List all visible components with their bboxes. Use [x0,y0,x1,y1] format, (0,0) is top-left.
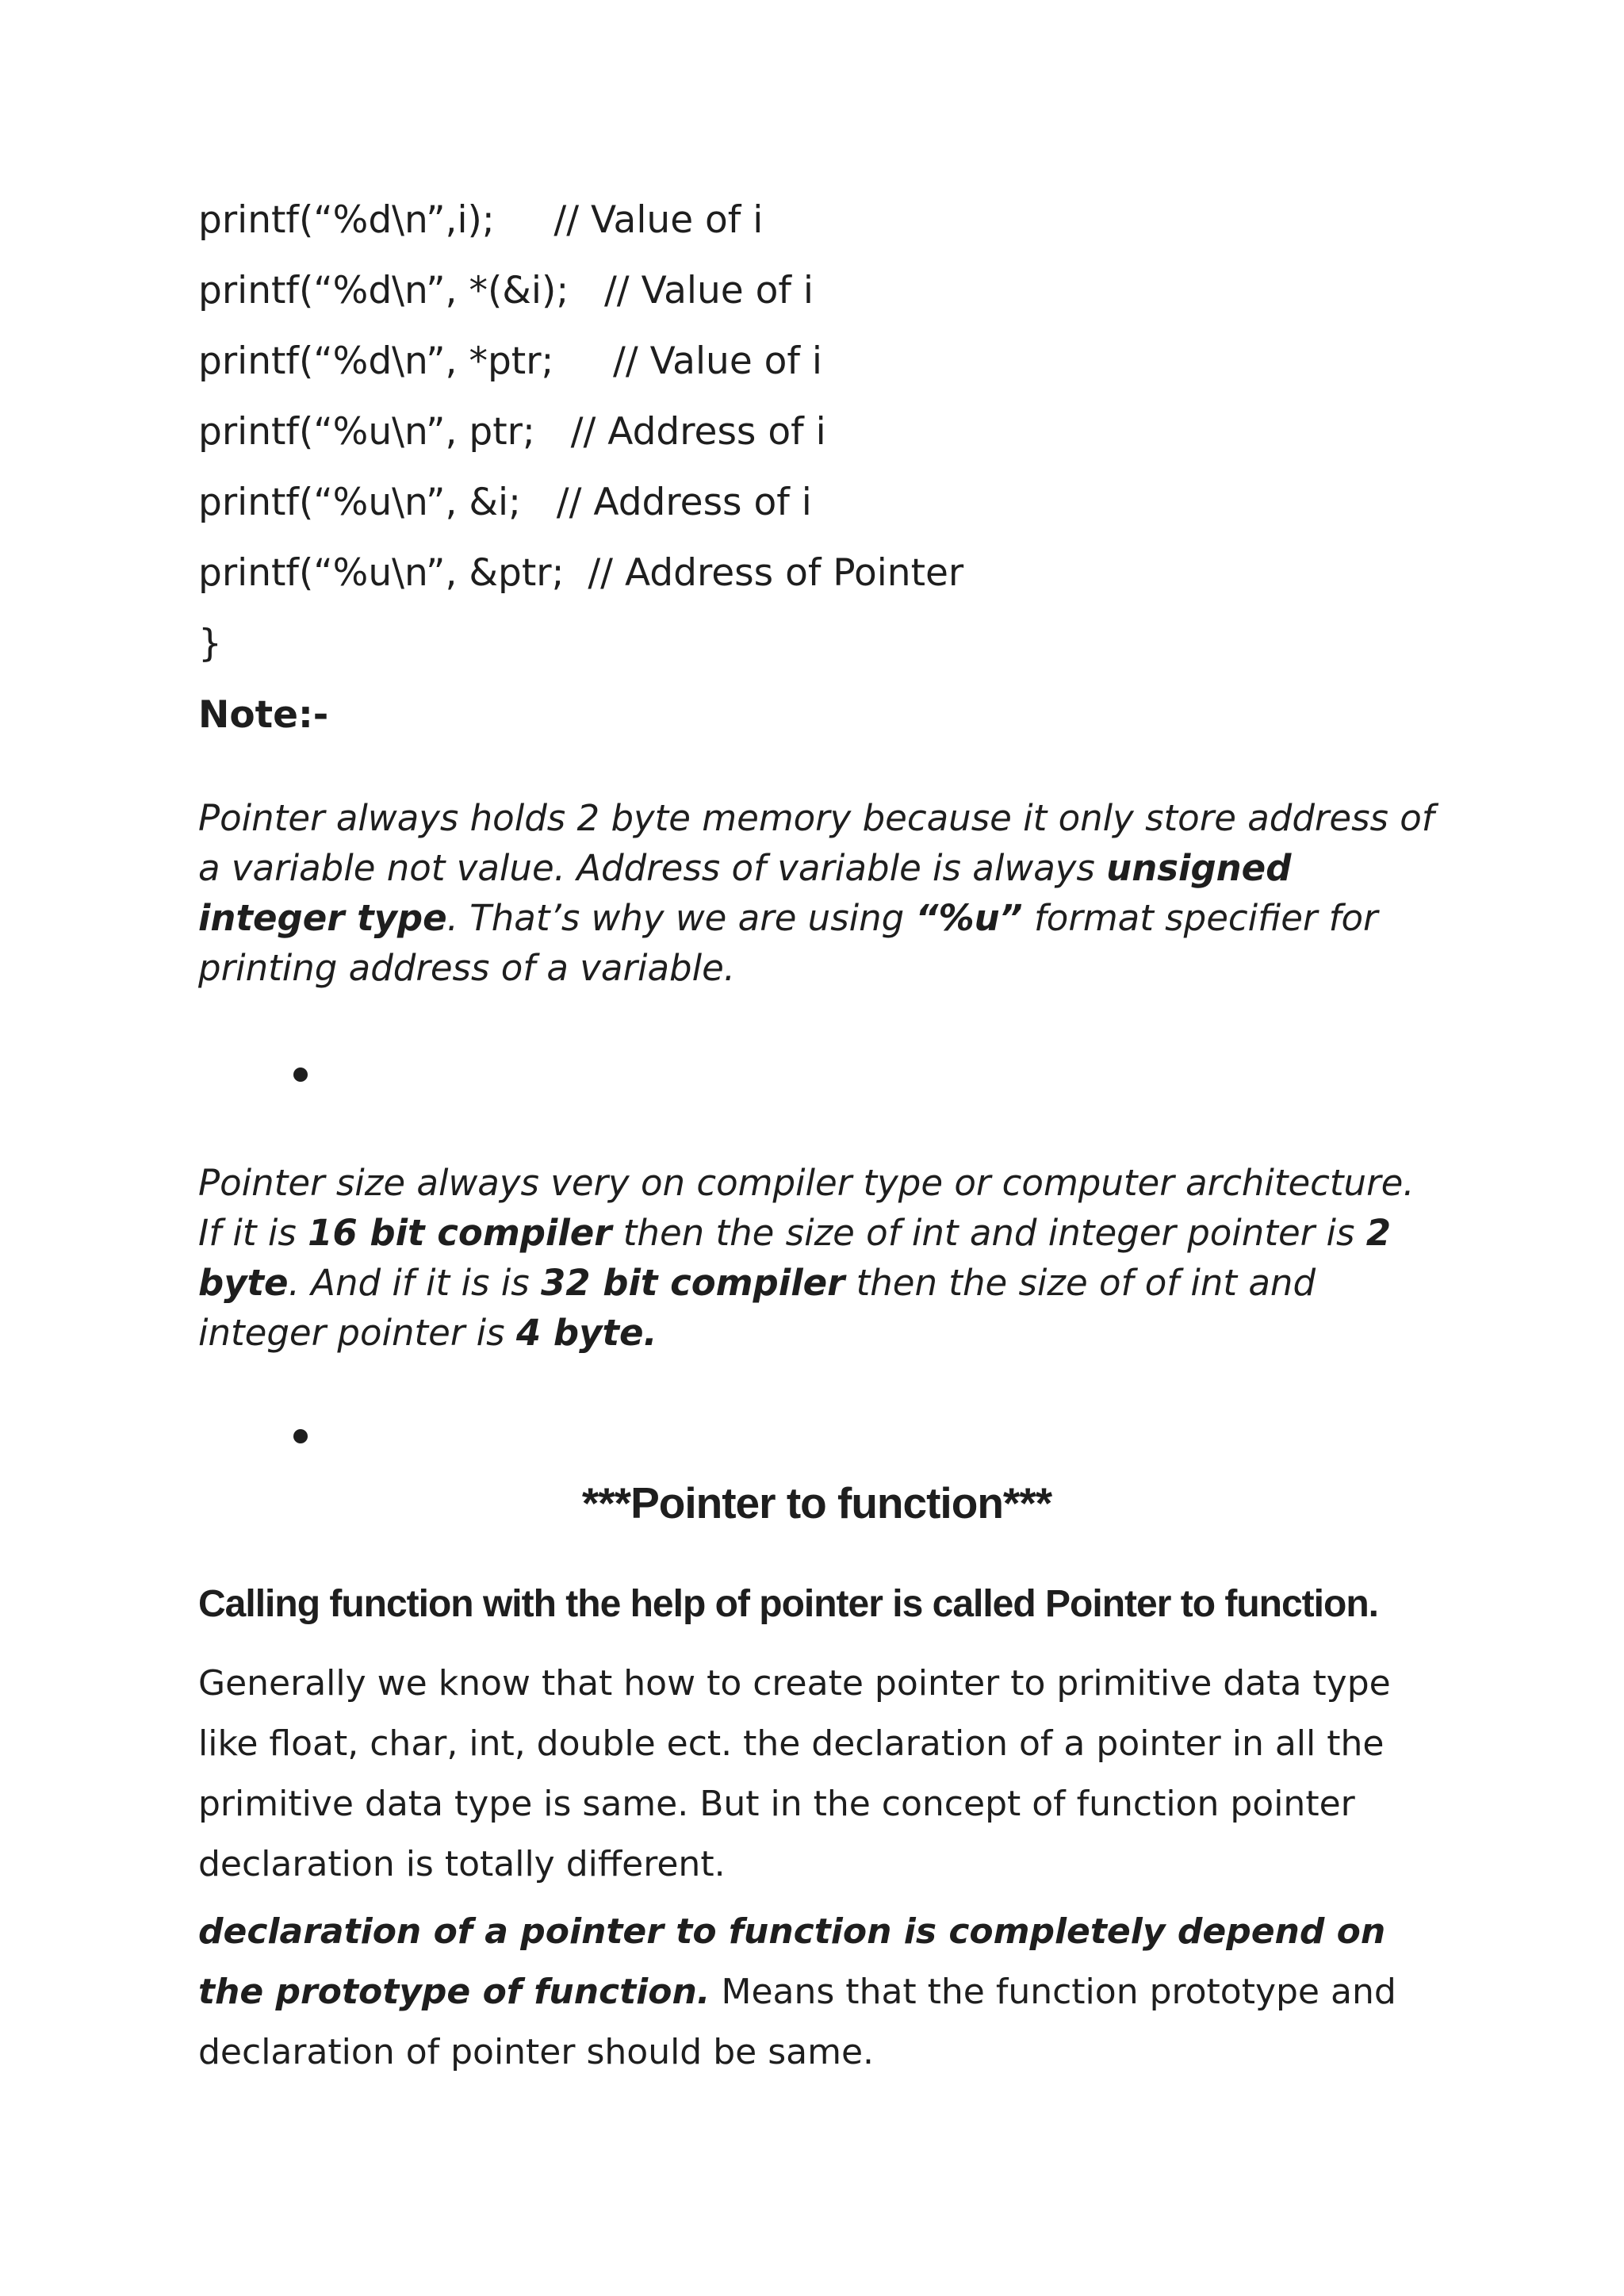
code-line: printf(“%d\n”, *ptr; // Value of i [198,339,822,383]
note-paragraph: Pointer always holds 2 byte memory because it only store address of a variable not value. Address of variable is always unsigned integer type. That’s why we are using “%u” format specifier for printing address of a variable. [198,797,1434,989]
code-line: printf(“%d\n”,i); // Value of i [198,198,764,242]
body-paragraph: Generally we know that how to create pointer to primitive data type like float, char, int, double ect. the declaration of a pointer in all the primitive data type is same. But in the concept of function pointer declaration is totally different. [198,1663,1391,1884]
body-paragraph: declaration of a pointer to function is completely depend on the prototype of function. Means that the function prototype and declaration of pointer should be same. [198,1911,1396,2072]
section-heading: ***Pointer to function*** [581,1478,1052,1527]
code-line: printf(“%u\n”, &i; // Address of i [198,481,812,524]
note-title: Note:- [198,693,329,737]
bullet-point [293,1429,308,1443]
note-paragraph: Pointer size always very on compiler type or computer architecture. If it is 16 bit compiler then the size of int and integer pointer is 2 byte. And if it is is 32 bit compiler then the size of of int and integer pointer is 4 byte. [198,1162,1415,1354]
bullet-point [293,1068,308,1082]
section-subheading: Calling function with the help of pointer is called Pointer to function. [198,1583,1378,1625]
code-line: printf(“%d\n”, *(&i); // Value of i [198,269,814,312]
code-line: printf(“%u\n”, &ptr; // Address of Pointer [198,551,964,595]
code-line: printf(“%u\n”, ptr; // Address of i [198,410,826,454]
closing-brace: } [198,622,222,665]
